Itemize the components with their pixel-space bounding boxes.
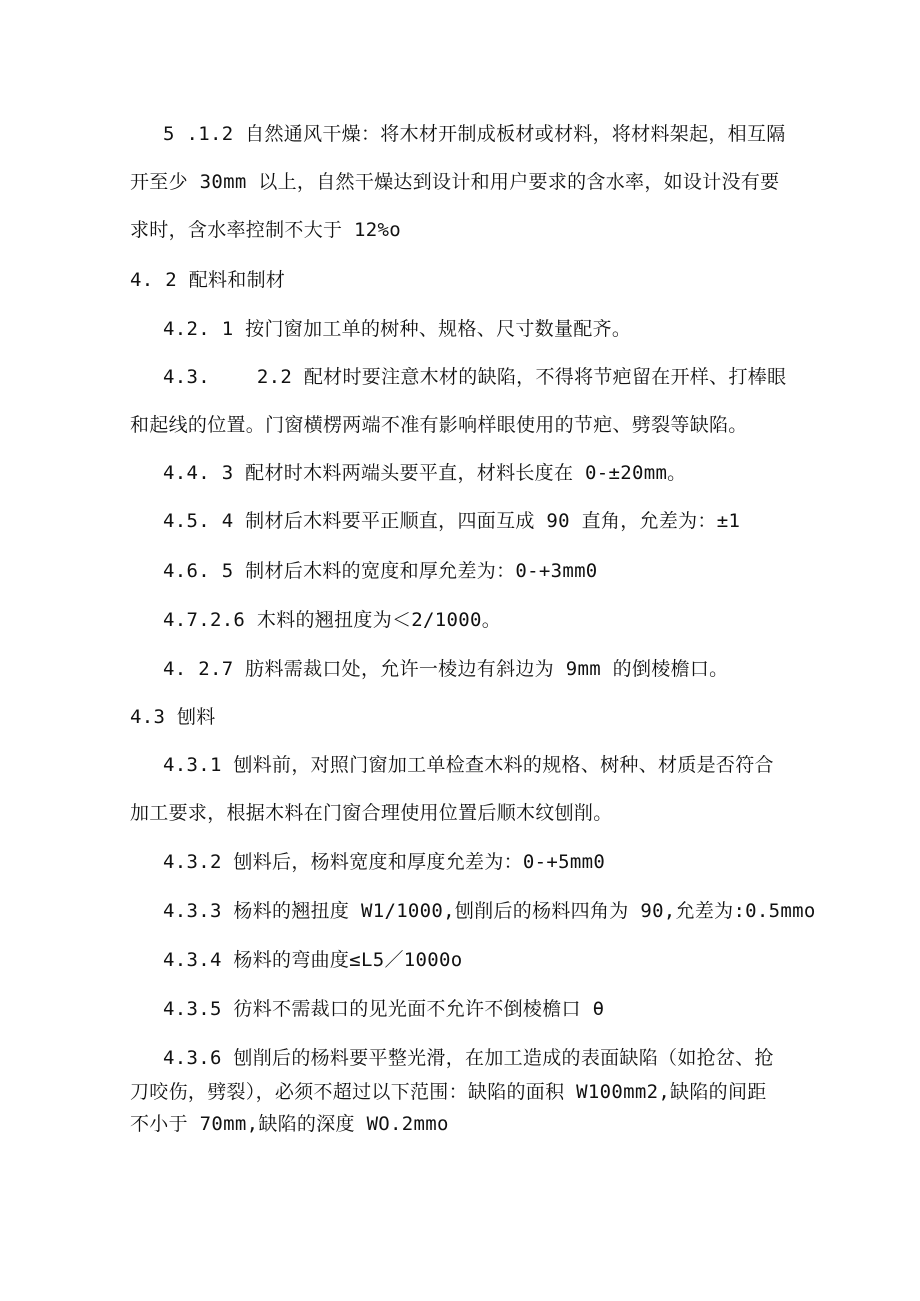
paragraph-line-4-3-6-cont-1: 刀咬伤，劈裂），必须不超过以下范围：缺陷的面积 W100mm2,缺陷的间距 [130, 1081, 767, 1103]
paragraph-line-4-6: 4.6. 5 制材后木料的宽度和厚允差为：0-+3mm0 [163, 560, 598, 582]
paragraph-line-4-4: 4.4. 3 配材时木料两端头要平直，材料长度在 0-±20mm。 [163, 462, 687, 484]
paragraph-line-5-1-2-cont-2: 求时，含水率控制不大于 12%o [130, 219, 401, 241]
paragraph-line-4-5: 4.5. 4 制材后木料要平正顺直，四面互成 90 直角，允差为：±1 [163, 510, 741, 532]
paragraph-line-4-3-5: 4.3.5 彷料不需裁口的见光面不允许不倒棱檐口 θ [163, 998, 605, 1020]
paragraph-line-4-3-cont: 和起线的位置。门窗横楞两端不准有影响样眼使用的节疤、劈裂等缺陷。 [130, 414, 748, 436]
paragraph-line-4-3-3: 4.3.3 杨料的翘扭度 W1/1000,刨削后的杨料四角为 90,允差为:0.5mmo [163, 900, 816, 922]
paragraph-line-4-3-6: 4.3.6 刨削后的杨料要平整光滑，在加工造成的表面缺陷（如抢岔、抢 [163, 1047, 774, 1069]
paragraph-line-4-3-1-cont: 加工要求，根据木料在门窗合理使用位置后顺木纹刨削。 [130, 802, 613, 824]
paragraph-line-4-3: 4.3. 2.2 配材时要注意木材的缺陷，不得将节疤留在开样、打棒眼 [163, 366, 787, 388]
section-heading-4-2: 4. 2 配料和制材 [130, 269, 286, 291]
paragraph-line-4-3-1: 4.3.1 刨料前，对照门窗加工单检查木料的规格、树种、材质是否符合 [163, 754, 774, 776]
paragraph-line-4-3-6-cont-2: 不小于 70mm,缺陷的深度 WO.2mmo [130, 1113, 449, 1135]
paragraph-line-4-3-4: 4.3.4 杨料的弯曲度≤L5／1000o [163, 949, 463, 971]
section-heading-4-3: 4.3 刨料 [130, 706, 216, 728]
paragraph-line-4-7: 4.7.2.6 木料的翘扭度为＜2/1000。 [163, 609, 502, 631]
paragraph-line-4-2-7: 4. 2.7 肪料需裁口处，允许一棱边有斜边为 9mm 的倒棱檐口。 [163, 658, 729, 680]
paragraph-line-4-2-1: 4.2. 1 按门窗加工单的树种、规格、尺寸数量配齐。 [163, 318, 632, 340]
paragraph-line-5-1-2: 5 .1.2 自然通风干燥：将木材开制成板材或材料，将材料架起，相互隔 [163, 123, 786, 145]
paragraph-line-5-1-2-cont-1: 开至少 30mm 以上，自然干燥达到设计和用户要求的含水率，如设计没有要 [130, 171, 780, 193]
paragraph-line-4-3-2: 4.3.2 刨料后，杨料宽度和厚度允差为：0-+5mm0 [163, 851, 606, 873]
